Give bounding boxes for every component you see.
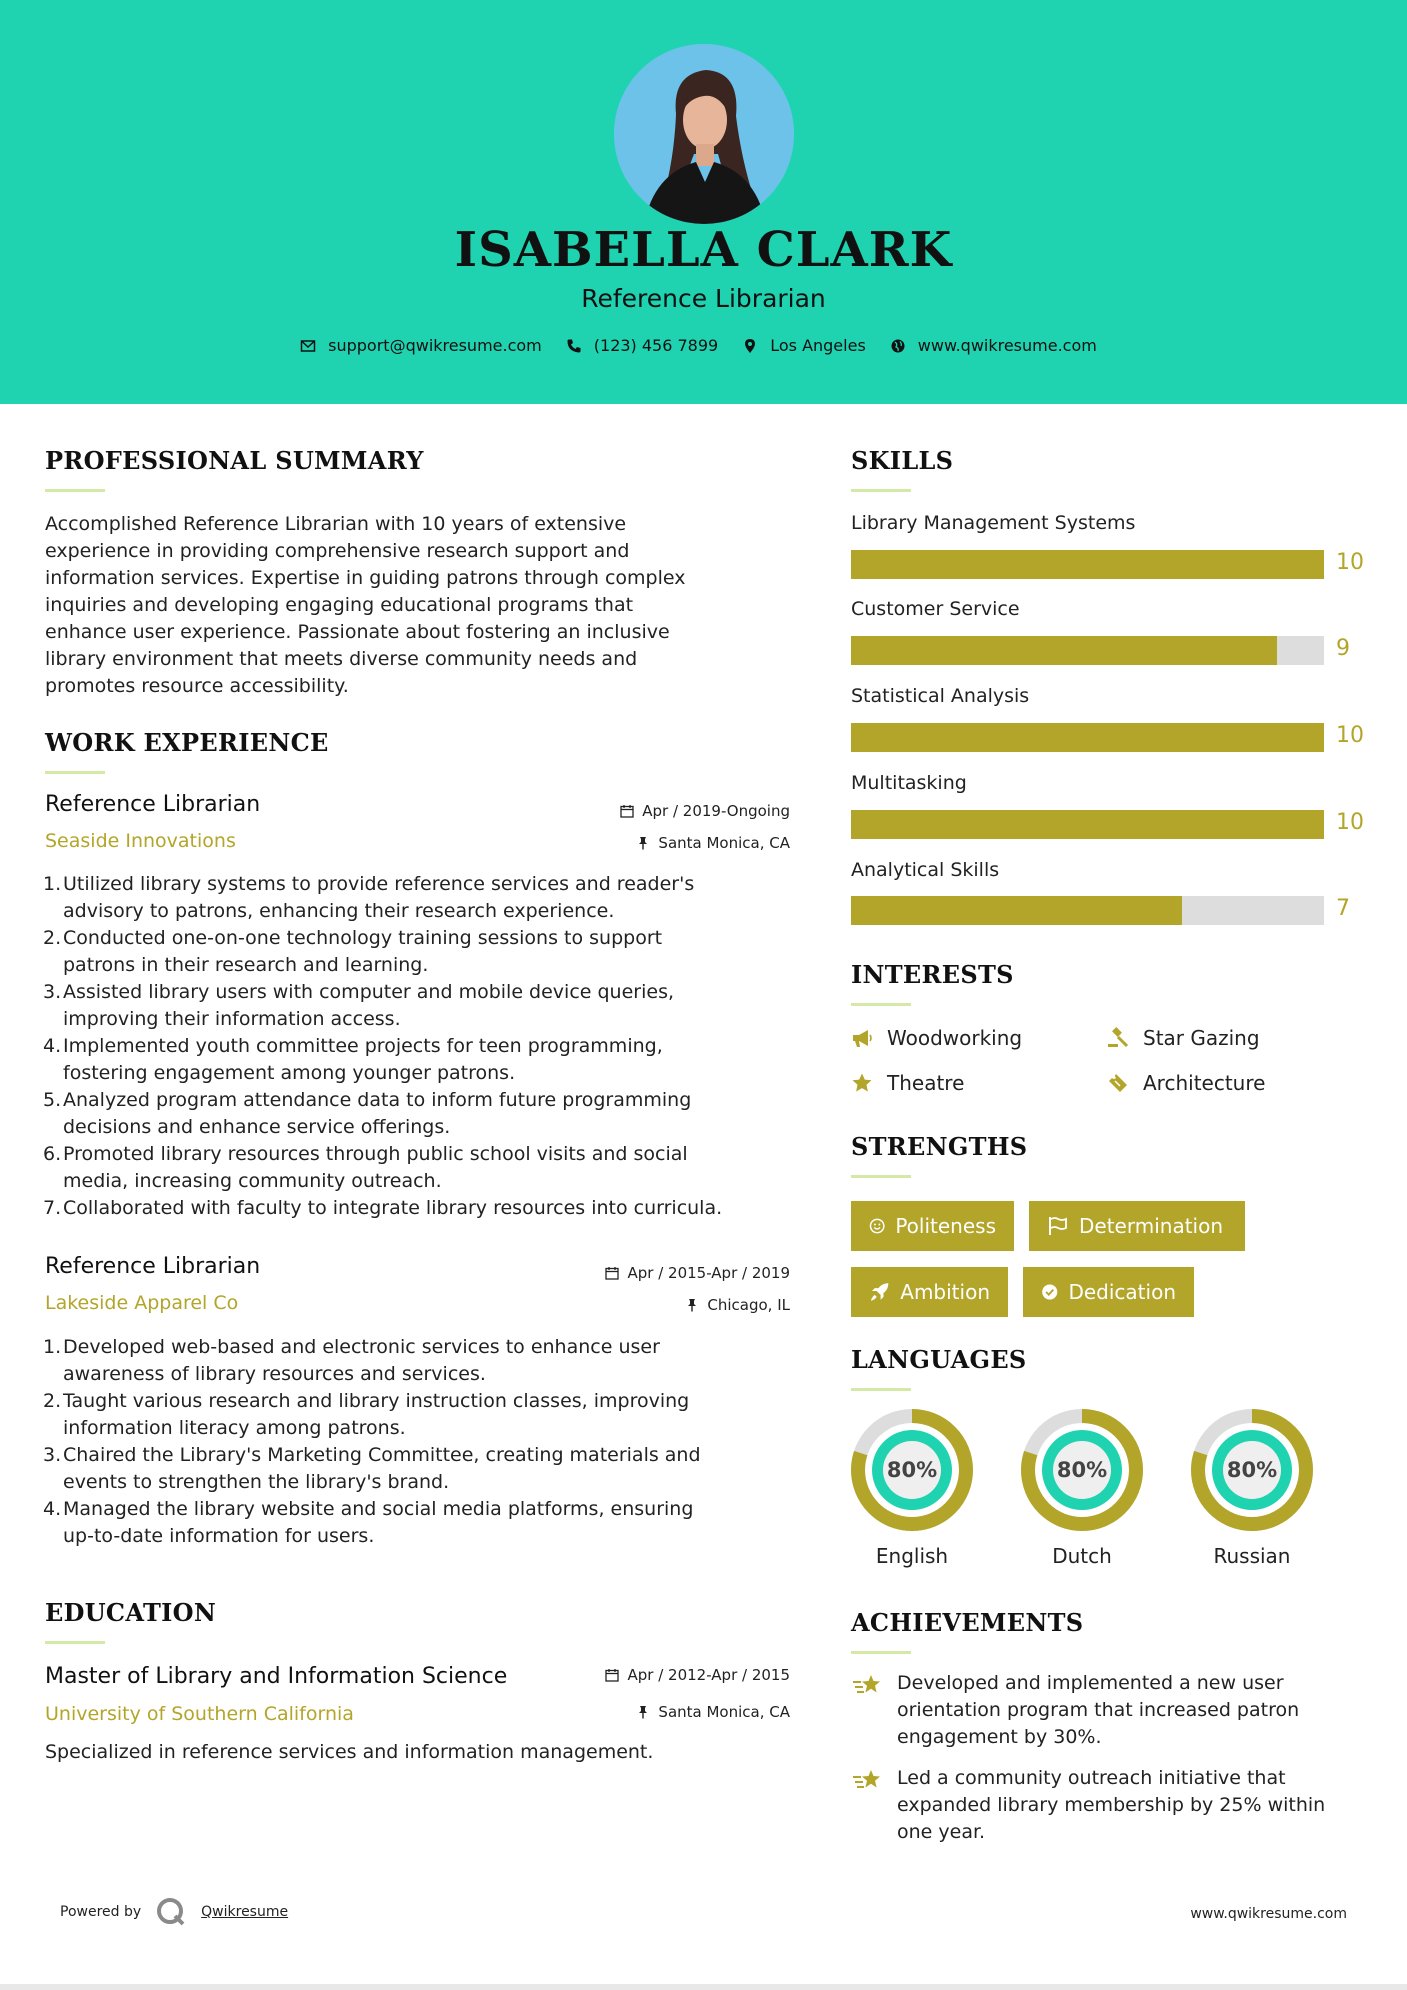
language-label: Dutch (1052, 1544, 1112, 1568)
interests-heading: INTERESTS (851, 960, 1014, 989)
summary-text (45, 511, 785, 700)
smile-icon (869, 1215, 885, 1237)
skill-bar (851, 636, 1324, 665)
footer-powered-by (60, 1896, 288, 1928)
achievement-line: one year. (897, 1821, 986, 1843)
skill-value: 10 (1336, 723, 1364, 748)
language-gauge (1021, 1409, 1143, 1531)
shooting-star-icon (851, 1767, 883, 1795)
list-line: fostering engagement among younger patrons. (63, 1062, 516, 1084)
skill-bar-fill (851, 896, 1182, 925)
skill-bar (851, 723, 1324, 752)
contact-email-text: support@qwikresume.com (328, 336, 542, 355)
header-banner (0, 0, 1407, 404)
contact-phone-text: (123) 456 7899 (593, 336, 719, 355)
list-line: decisions and enhance service offerings. (63, 1116, 451, 1138)
contact-location-text: Los Angeles (770, 336, 866, 355)
interest-label: Architecture (1143, 1071, 1266, 1095)
list-item (45, 1087, 805, 1141)
skills-heading: SKILLS (851, 446, 954, 475)
language-label: English (875, 1544, 949, 1568)
language-percent: 80% (1226, 1458, 1278, 1482)
summary-line: library environment that meets diverse community needs and (45, 648, 638, 670)
star-icon (851, 1072, 873, 1094)
list-line: Promoted library resources through public school visits and social (63, 1143, 688, 1165)
achievement-text (897, 1765, 1325, 1846)
skill-value: 10 (1336, 550, 1364, 575)
list-line: Collaborated with faculty to integrate library resources into curricula. (63, 1197, 723, 1219)
list-line: Conducted one-on-one technology training sessions to support (63, 927, 663, 949)
list-number: 4. (43, 1035, 62, 1057)
list-item (45, 1496, 805, 1550)
list-line: awareness of library resources and services. (63, 1363, 486, 1385)
pushpin-icon (636, 1705, 650, 1719)
list-number: 3. (43, 1444, 62, 1466)
list-number: 3. (43, 981, 62, 1003)
interest-label: Woodworking (887, 1026, 1023, 1050)
interests-heading-underline (851, 1003, 911, 1006)
strengths-heading-underline (851, 1175, 911, 1178)
list-item (45, 1388, 805, 1442)
list-line: up-to-date information for users. (63, 1525, 375, 1547)
envelope-icon (300, 338, 316, 354)
education-school: University of Southern California (45, 1703, 354, 1725)
job-bullets (45, 1334, 805, 1550)
job-bullets (45, 871, 805, 1222)
contact-email[interactable] (300, 336, 542, 355)
strength-badge (1023, 1267, 1194, 1317)
job-location-text: Chicago, IL (707, 1296, 790, 1314)
list-line: advisory to patrons, enhancing their research experience. (63, 900, 615, 922)
strength-label: Determination (1079, 1214, 1224, 1238)
list-line: information literacy among patrons. (63, 1417, 406, 1439)
job-title: Reference Librarian (45, 1254, 261, 1279)
pushpin-icon (685, 1298, 699, 1312)
skill-bar (851, 896, 1324, 925)
language-label: Russian (1213, 1544, 1291, 1568)
list-line: Utilized library systems to provide reference services and reader's (63, 873, 695, 895)
interest-item (851, 1026, 1022, 1050)
flag-icon (1047, 1215, 1069, 1237)
calendar-icon (605, 1266, 619, 1280)
language-gauge (851, 1409, 973, 1531)
job-company: Lakeside Apparel Co (45, 1292, 239, 1314)
job-dates (500, 1264, 790, 1282)
interest-item (1107, 1071, 1265, 1095)
skill-label: Library Management Systems (851, 512, 1136, 534)
strength-badge (851, 1267, 1008, 1317)
contact-phone[interactable] (566, 336, 718, 355)
skill-label: Analytical Skills (851, 859, 1000, 881)
list-number: 4. (43, 1498, 62, 1520)
calendar-icon (620, 804, 634, 818)
list-line: Chaired the Library's Marketing Committee, creating materials and (63, 1444, 701, 1466)
skill-bar-fill (851, 723, 1324, 752)
list-line: improving their information access. (63, 1008, 401, 1030)
strength-label: Politeness (895, 1214, 996, 1238)
list-number: 2. (43, 1390, 62, 1412)
summary-line: experience in providing comprehensive research support and (45, 540, 630, 562)
list-line: Analyzed program attendance data to inform future programming (63, 1089, 692, 1111)
list-line: patrons in their research and learning. (63, 954, 429, 976)
interest-item (851, 1071, 964, 1095)
phone-icon (566, 338, 582, 354)
pushpin-icon (636, 836, 650, 850)
skill-bar (851, 550, 1324, 579)
skill-bar-fill (851, 550, 1324, 579)
profile-photo-illustration (614, 44, 794, 224)
list-item (45, 1033, 805, 1087)
achievement-line: engagement by 30%. (897, 1726, 1102, 1748)
interest-label: Star Gazing (1143, 1026, 1260, 1050)
education-location (500, 1703, 790, 1721)
languages-heading-underline (851, 1388, 911, 1391)
page-bottom-border (0, 1984, 1407, 1990)
education-heading: EDUCATION (45, 1598, 217, 1627)
achievement-text (897, 1670, 1299, 1751)
strengths-heading: STRENGTHS (851, 1132, 1028, 1161)
job-dates-text: Apr / 2015-Apr / 2019 (627, 1264, 790, 1282)
job-location (500, 1296, 790, 1314)
powered-by-label: Powered by (60, 1904, 142, 1920)
experience-heading-underline (45, 771, 105, 774)
summary-heading-underline (45, 489, 105, 492)
summary-line: Accomplished Reference Librarian with 10 years of extensive (45, 513, 627, 535)
list-line: Taught various research and library instruction classes, improving (63, 1390, 690, 1412)
language-gauge (1191, 1409, 1313, 1531)
skill-label: Statistical Analysis (851, 685, 1030, 707)
education-dates-text: Apr / 2012-Apr / 2015 (627, 1666, 790, 1684)
list-line: Developed web-based and electronic services to enhance user (63, 1336, 660, 1358)
list-item (45, 1141, 805, 1195)
list-item (45, 1334, 805, 1388)
skill-label: Customer Service (851, 598, 1020, 620)
language-percent: 80% (886, 1458, 938, 1482)
achievement-line: orientation program that increased patron (897, 1699, 1300, 1721)
globe-icon (890, 338, 906, 354)
summary-line: promotes resource accessibility. (45, 675, 349, 697)
job-company: Seaside Innovations (45, 830, 236, 852)
summary-line: enhance user experience. Passionate about fostering an inclusive (45, 621, 670, 643)
list-item (45, 979, 805, 1033)
achievement-line: Led a community outreach initiative that (897, 1767, 1286, 1789)
strength-label: Ambition (900, 1280, 990, 1304)
gavel-icon (1107, 1027, 1129, 1049)
achievement-item (851, 1765, 1325, 1846)
profile-photo (614, 44, 794, 224)
rocket-icon (869, 1281, 890, 1303)
job-title: Reference Librarian (45, 792, 261, 817)
candidate-name: ISABELLA CLARK (454, 222, 953, 278)
list-number: 2. (43, 927, 62, 949)
language-percent: 80% (1056, 1458, 1108, 1482)
strength-badge (851, 1201, 1014, 1251)
skills-heading-underline (851, 489, 911, 492)
languages-heading: LANGUAGES (851, 1345, 1027, 1374)
strength-label: Dedication (1068, 1280, 1176, 1304)
skill-bar (851, 810, 1324, 839)
achievements-heading: ACHIEVEMENTS (851, 1608, 1084, 1637)
experience-heading: WORK EXPERIENCE (45, 728, 329, 757)
contact-location (742, 336, 866, 355)
calendar-icon (605, 1668, 619, 1682)
list-number: 1. (43, 1336, 62, 1358)
list-line: Assisted library users with computer and mobile device queries, (63, 981, 675, 1003)
strength-badge (1029, 1201, 1245, 1251)
job-dates (500, 802, 790, 820)
list-item (45, 1195, 805, 1222)
list-number: 1. (43, 873, 62, 895)
contact-website[interactable] (890, 336, 1097, 355)
summary-line: information services. Expertise in guiding patrons through complex (45, 567, 686, 589)
shooting-star-icon (851, 1672, 883, 1700)
list-line: media, increasing community outreach. (63, 1170, 442, 1192)
education-heading-underline (45, 1641, 105, 1644)
skill-bar-fill (851, 810, 1324, 839)
skill-value: 10 (1336, 810, 1364, 835)
list-item (45, 1442, 805, 1496)
qwikresume-logo-icon (155, 1896, 187, 1928)
education-degree: Master of Library and Information Science (45, 1664, 508, 1689)
candidate-title: Reference Librarian (581, 284, 826, 313)
contact-bar (0, 336, 1407, 355)
job-location-text: Santa Monica, CA (658, 834, 790, 852)
ticket-icon (1107, 1072, 1129, 1094)
skill-value: 7 (1336, 896, 1350, 921)
qwikresume-link[interactable]: Qwikresume (201, 1904, 289, 1920)
check-circle-icon (1041, 1281, 1058, 1303)
job-dates-text: Apr / 2019-Ongoing (642, 802, 790, 820)
interest-label: Theatre (887, 1071, 965, 1095)
achievements-heading-underline (851, 1651, 911, 1654)
job-location (500, 834, 790, 852)
map-pin-icon (742, 338, 758, 354)
education-description: Specialized in reference services and information management. (45, 1741, 654, 1763)
achievement-item (851, 1670, 1299, 1751)
education-dates (500, 1666, 790, 1684)
interest-item (1107, 1026, 1260, 1050)
list-line: events to strengthen the library's brand. (63, 1471, 450, 1493)
list-number: 5. (43, 1089, 62, 1111)
list-line: Managed the library website and social media platforms, ensuring (63, 1498, 694, 1520)
contact-website-text: www.qwikresume.com (917, 336, 1097, 355)
skill-value: 9 (1336, 636, 1350, 661)
skill-label: Multitasking (851, 772, 967, 794)
bullhorn-icon (851, 1027, 873, 1049)
footer-website[interactable]: www.qwikresume.com (1190, 1906, 1347, 1922)
summary-line: inquiries and developing engaging educational programs that (45, 594, 634, 616)
achievement-line: expanded library membership by 25% within (897, 1794, 1326, 1816)
list-number: 6. (43, 1143, 62, 1165)
achievement-line: Developed and implemented a new user (897, 1672, 1284, 1694)
list-line: Implemented youth committee projects for teen programming, (63, 1035, 663, 1057)
skill-bar-fill (851, 636, 1277, 665)
list-number: 7. (43, 1197, 62, 1219)
summary-heading: PROFESSIONAL SUMMARY (45, 446, 424, 475)
list-item (45, 871, 805, 925)
education-location-text: Santa Monica, CA (658, 1703, 790, 1721)
list-item (45, 925, 805, 979)
